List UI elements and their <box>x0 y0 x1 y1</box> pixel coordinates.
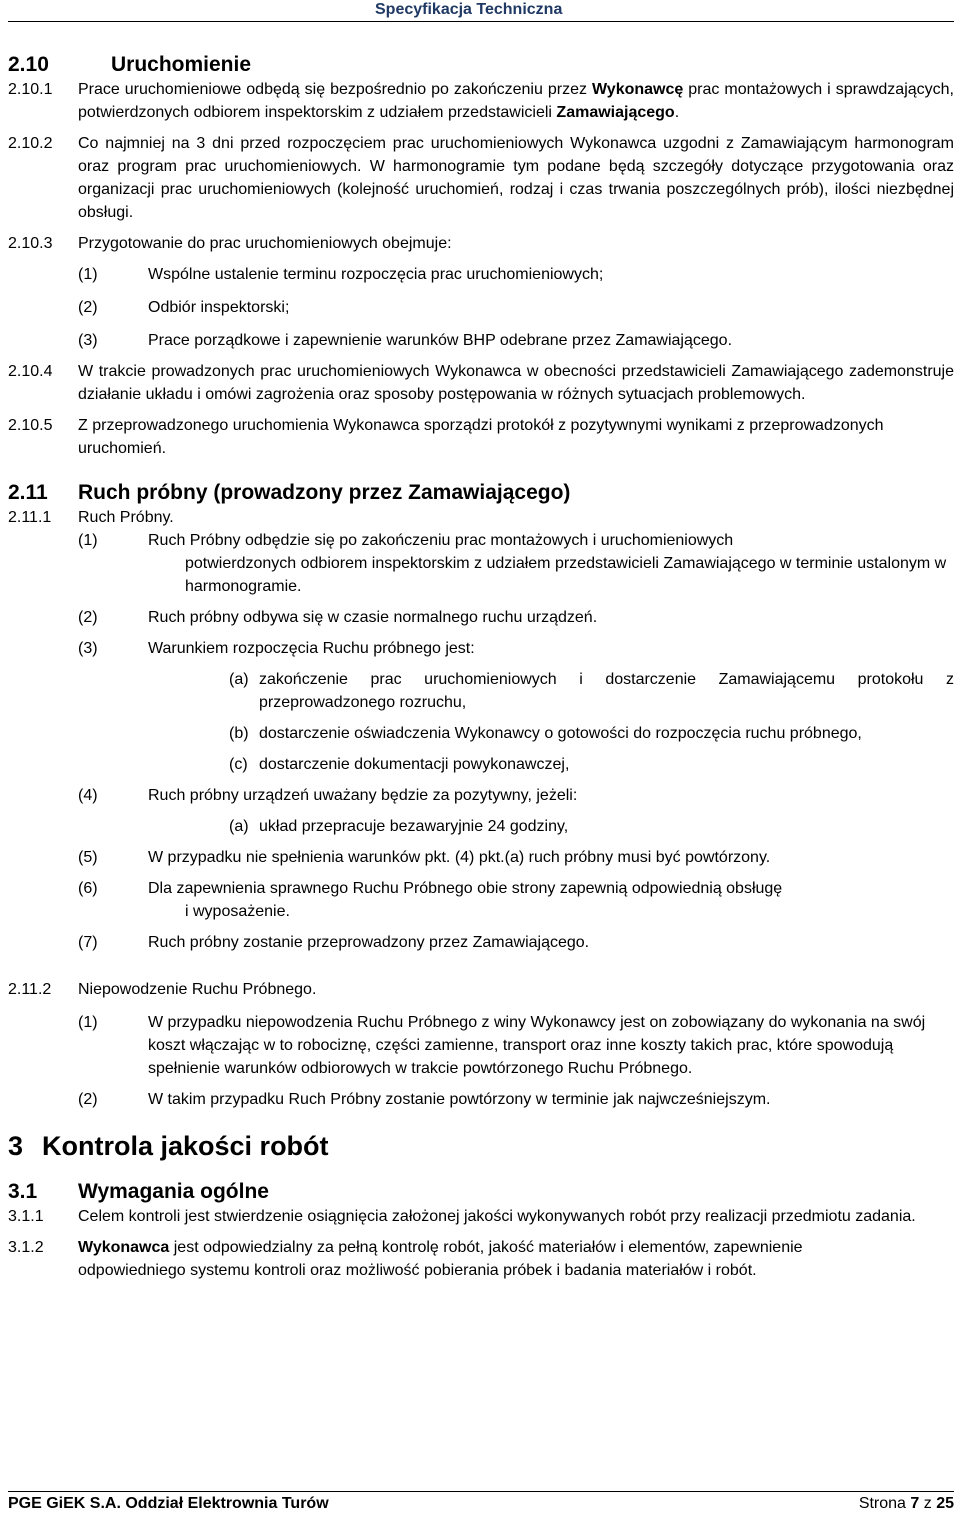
item-number: (1) <box>78 266 98 283</box>
paragraph-2-10-1 <box>8 78 954 124</box>
bold-term: Wykonawca <box>78 1239 170 1256</box>
paragraph-text: W trakcie prowadzonych prac uruchomieniowych Wykonawca w obecności przedstawicieli Zamawiającego zademonstruje działanie układu i omówi zagrożenia oraz sposoby postępowania w różnych sytuacjach problemowych. <box>78 363 954 403</box>
list-item <box>8 877 954 923</box>
paragraph-text: Z przeprowadzonego uruchomienia Wykonawca sporządzi protokół z pozytywnymi wynikami z przeprowadzonych uruchomień. <box>78 417 884 457</box>
section-title: Uruchomienie <box>111 53 252 76</box>
sub-item-letter: (a) <box>229 818 249 835</box>
paragraph-text: Celem kontroli jest stwierdzenie osiągnięcia założonej jakości wykonywanych robót przy realizacji przedmiotu zadania. <box>78 1208 916 1225</box>
sub-item-text: dostarczenie dokumentacji powykonawczej, <box>259 756 570 773</box>
list-item <box>8 296 954 319</box>
chapter-heading-3 <box>8 1129 954 1163</box>
item-number: (1) <box>78 1014 98 1031</box>
item-number: (7) <box>78 934 98 951</box>
section-number: 3.1 <box>8 1180 38 1203</box>
item-text: Ruch próbny odbywa się w czasie normalnego ruchu urządzeń. <box>148 609 598 626</box>
item-text: Warunkiem rozpoczęcia Ruchu próbnego jest: <box>148 640 475 657</box>
list-item <box>8 1088 954 1111</box>
paragraph-number: 2.11.2 <box>8 981 52 998</box>
header-title: Specyfikacja Techniczna <box>375 1 563 18</box>
item-number: (2) <box>78 299 98 316</box>
item-text-continued: i wyposażenie. <box>185 903 290 920</box>
paragraph-text: jest odpowiedzialny za pełną kontrolę robót, jakość materiałów i elementów, zapewnienie odpowiedniego systemu kontroli oraz możliwość pobierania próbek i badania materiałów i robót. <box>78 1239 803 1279</box>
item-text: Prace porządkowe i zapewnienie warunków BHP odebrane przez Zamawiającego. <box>148 332 733 349</box>
page-total: 25 <box>936 1495 954 1512</box>
list-item <box>8 931 954 954</box>
paragraph-number: 2.10.1 <box>8 81 53 98</box>
page-separator: z <box>919 1495 937 1512</box>
section-number: 2.10 <box>8 53 49 76</box>
paragraph-number: 2.10.4 <box>8 363 53 380</box>
paragraph-2-11-1 <box>8 506 954 529</box>
page-indicator <box>859 1495 954 1513</box>
bold-term: Zamawiającego <box>556 104 675 121</box>
section-title: Wymagania ogólne <box>78 1180 269 1203</box>
item-number: (2) <box>78 609 98 626</box>
paragraph-text: prac montażowych i sprawdzających, potwierdzonych odbiorem inspektorskim z udziałem przedstawicieli <box>78 81 954 121</box>
list-item <box>8 263 954 286</box>
item-number: (2) <box>78 1091 98 1108</box>
paragraph-text: . <box>674 104 680 121</box>
item-number: (6) <box>78 880 98 897</box>
paragraph-text: Prace uruchomieniowe odbędą się bezpośrednio po zakończeniu przez <box>78 81 592 98</box>
item-text: W przypadku niepowodzenia Ruchu Próbnego z winy Wykonawcy jest on zobowiązany do wykonania na swój koszt włączając w to robociznę, części zamienne, transport oraz inne koszty takich prac, które spowodują spełnienie warunków odbiorowych w trakcie powtórzonego Ruchu Próbnego. <box>148 1014 926 1077</box>
item-text: Ruch próbny zostanie przeprowadzony przez Zamawiającego. <box>148 934 590 951</box>
sub-item-letter: (a) <box>229 671 249 688</box>
item-text: Dla zapewnienia sprawnego Ruchu Próbnego obie strony zapewnią odpowiednią obsługę <box>148 880 783 897</box>
item-text: Ruch Próbny odbędzie się po zakończeniu prac montażowych i uruchomieniowych <box>148 532 734 549</box>
item-text: Ruch próbny urządzeń uważany będzie za pozytywny, jeżeli: <box>148 787 578 804</box>
paragraph-number: 2.11.1 <box>8 509 52 526</box>
item-text-continued: potwierdzonych odbiorem inspektorskim z udziałem przedstawicieli Zamawiającego w terminie ustalonym w harmonogramie. <box>185 555 947 595</box>
item-text: W takim przypadku Ruch Próbny zostanie powtórzony w terminie jak najwcześniejszym. <box>148 1091 771 1108</box>
footer-divider <box>8 1491 954 1492</box>
list-item <box>8 1011 954 1080</box>
section-heading-2-10 <box>8 52 954 78</box>
item-number: (3) <box>78 640 98 657</box>
paragraph-number: 2.10.5 <box>8 417 53 434</box>
section-heading-3-1 <box>8 1179 954 1205</box>
paragraph-number: 2.10.2 <box>8 135 53 152</box>
sub-item <box>122 753 954 776</box>
paragraph-number: 3.1.2 <box>8 1239 44 1256</box>
sub-item-text: zakończenie prac uruchomieniowych i dostarczenie Zamawiającemu protokołu z przeprowadzonego rozruchu, <box>259 671 954 711</box>
paragraph-number: 3.1.1 <box>8 1208 44 1225</box>
sub-item-letter: (b) <box>229 725 249 742</box>
sub-item-text: dostarczenie oświadczenia Wykonawcy o gotowości do rozpoczęcia ruchu próbnego, <box>259 725 862 742</box>
item-number: (3) <box>78 332 98 349</box>
header-divider <box>8 21 954 22</box>
sub-item <box>122 815 954 838</box>
paragraph-2-10-2 <box>8 132 954 224</box>
chapter-number: 3 <box>8 1131 24 1161</box>
paragraph-3-1-2 <box>8 1236 954 1282</box>
list-item <box>8 329 954 352</box>
paragraph-text: Co najmniej na 3 dni przed rozpoczęciem prac uruchomieniowych Wykonawca uzgodni z Zamawiającym harmonogram oraz program prac uruchomieniowych. W harmonogramie tym podane będą szczegóły dotyczące przygotowania oraz organizacji prac uruchomieniowych (kolejność uruchomień, rodzaj i czas trwania poszczególnych prób), ilości niezbędnej obsługi. <box>78 135 954 221</box>
item-text: W przypadku nie spełnienia warunków pkt. (4) pkt.(a) ruch próbny musi być powtórzony. <box>148 849 771 866</box>
paragraph-number: 2.10.3 <box>8 235 53 252</box>
paragraph-text: Przygotowanie do prac uruchomieniowych obejmuje: <box>78 235 452 252</box>
sub-item <box>122 668 954 714</box>
paragraph-2-10-3 <box>8 232 954 255</box>
page-number: 7 <box>910 1495 920 1512</box>
list-item <box>8 784 954 807</box>
page-prefix: Strona <box>858 1495 911 1512</box>
list-item <box>8 637 954 660</box>
list-item <box>8 606 954 629</box>
paragraph-text: Ruch Próbny. <box>78 509 174 526</box>
item-text: Wspólne ustalenie terminu rozpoczęcia prac uruchomieniowych; <box>148 266 604 283</box>
item-number: (4) <box>78 787 98 804</box>
paragraph-2-11-2 <box>8 978 954 1001</box>
item-number: (5) <box>78 849 98 866</box>
item-text: Odbiór inspektorski; <box>148 299 290 316</box>
document-body <box>8 52 954 1282</box>
sub-item-text: układ przepracuje bezawaryjnie 24 godziny, <box>259 818 569 835</box>
sub-item-letter: (c) <box>229 756 248 773</box>
list-item <box>8 846 954 869</box>
section-number: 2.11 <box>8 481 48 504</box>
section-heading-2-11 <box>8 480 954 506</box>
paragraph-2-10-4 <box>8 360 954 406</box>
footer-company: PGE GiEK S.A. Oddział Elektrownia Turów <box>8 1495 329 1512</box>
list-item <box>8 529 954 598</box>
paragraph-text: Niepowodzenie Ruchu Próbnego. <box>78 981 317 998</box>
chapter-title: Kontrola jakości robót <box>42 1131 329 1161</box>
section-title: Ruch próbny (prowadzony przez Zamawiającego) <box>78 481 571 504</box>
bold-term: Wykonawcę <box>591 81 684 98</box>
paragraph-3-1-1 <box>8 1205 954 1228</box>
paragraph-2-10-5 <box>8 414 954 460</box>
item-number: (1) <box>78 532 98 549</box>
sub-item <box>122 722 954 745</box>
